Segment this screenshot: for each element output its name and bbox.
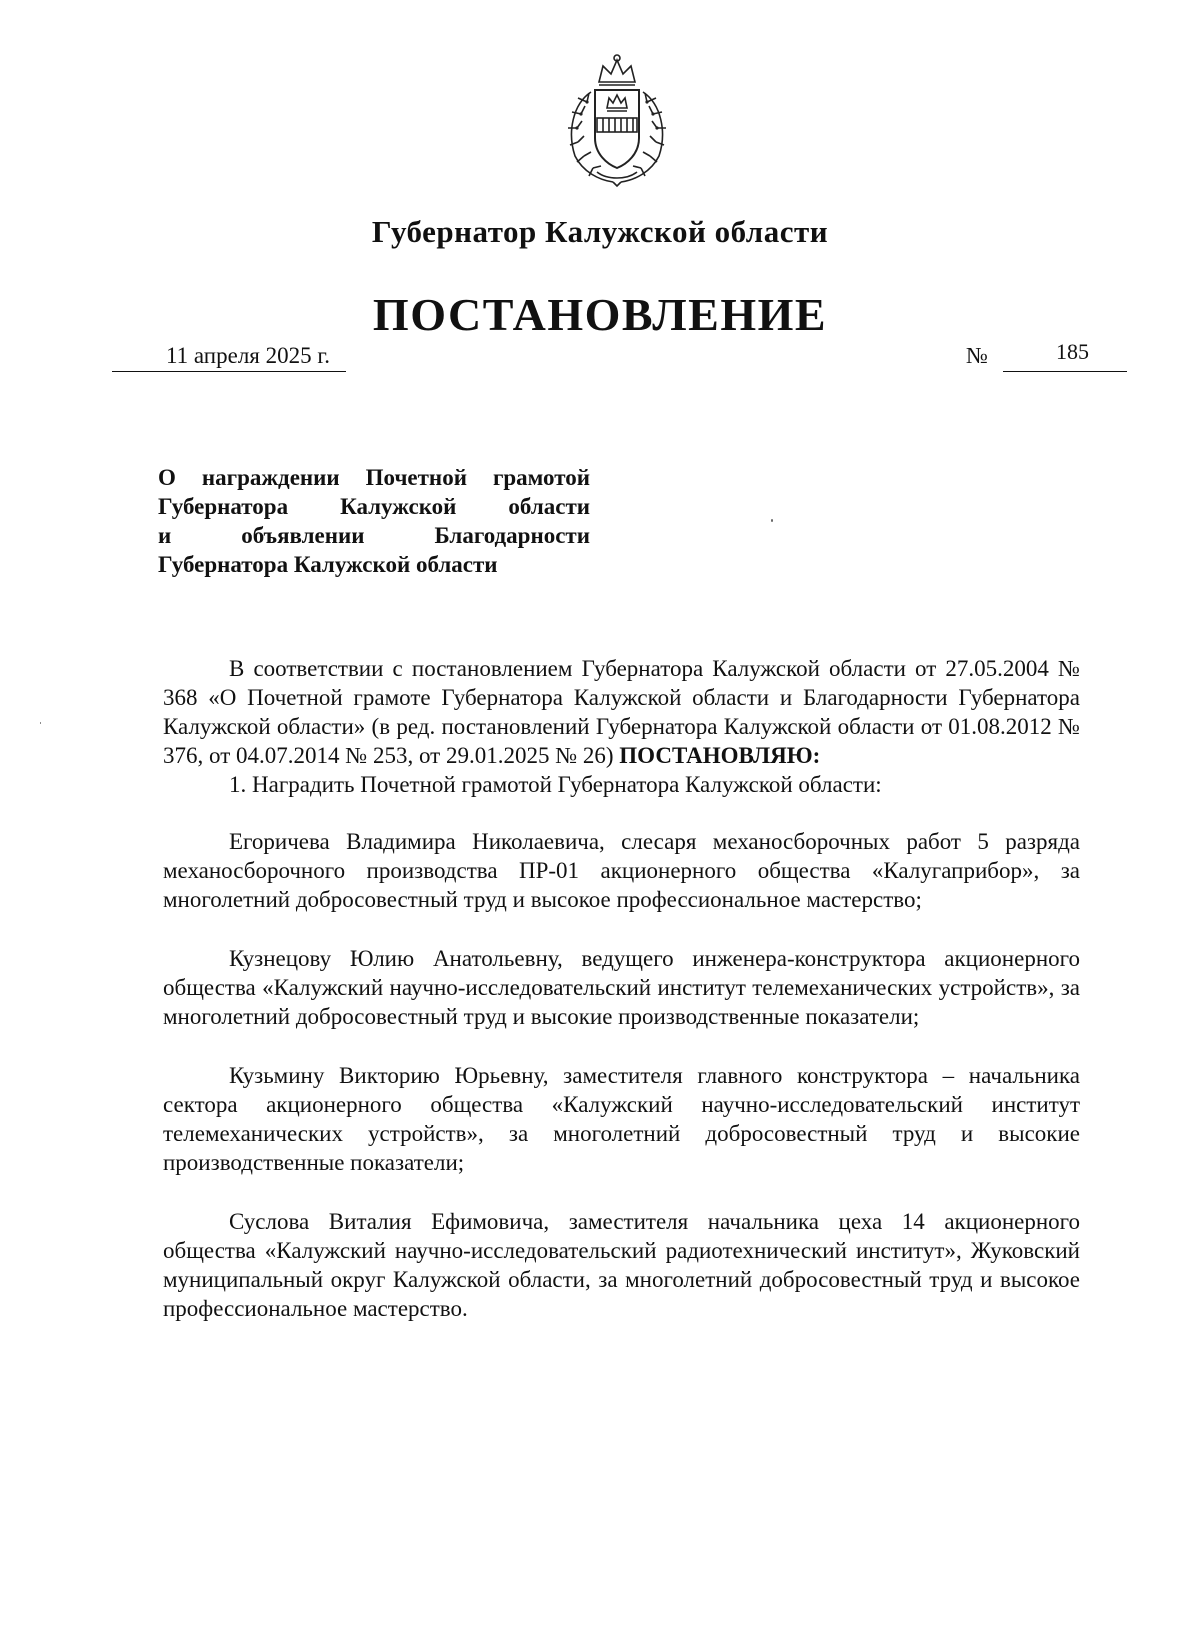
preamble-text: В соответствии с постановлением Губернатора Калужской области от 27.05.2004 № 368 «О Почетной грамоте Губернатора Калужской области и Благодарности Губернатора Калужской области» (в ред. постановлений Губернатора Калужской области от 01.08.2012 № 376, от 04.07.2014 № 253, от 29.01.2025 № 26)	[163, 656, 1080, 768]
document-date: 11 апреля 2025 г.	[166, 343, 330, 368]
issuing-authority-title: Губернатор Калужской области	[371, 214, 829, 249]
document-number: 185	[1056, 339, 1089, 364]
item-1-paragraph: 1. Наградить Почетной грамотой Губернатора Калужской области:	[229, 772, 882, 797]
subject-line: Губернатора Калужской области	[158, 494, 590, 519]
decree-word: ПОСТАНОВЛЯЮ:	[619, 743, 821, 768]
scan-speck	[40, 722, 41, 724]
awardee-paragraph: Егоричева Владимира Николаевича, слесаря механосборочных работ 5 разряда механосборочного производства ПР-01 акционерного общества «Калугаприбор», за многолетний добросовестный труд и высокое профессиональное мастерство;	[163, 829, 1080, 912]
document-type-title: ПОСТАНОВЛЕНИЕ	[372, 289, 828, 340]
preamble-paragraph	[163, 654, 1080, 770]
document-body	[163, 654, 1080, 1323]
subject-line: Губернатора Калужской области	[158, 552, 498, 577]
awardee-paragraph: Кузнецову Юлию Анатольевну, ведущего инженера-конструктора акционерного общества «Калужский научно-исследовательский институт телемеханических устройств», за многолетний добросовестный труд и высокие производственные показатели;	[163, 946, 1080, 1029]
coat-of-arms-emblem	[557, 52, 677, 188]
document-number-label: №	[966, 343, 988, 368]
scan-speck	[771, 519, 773, 522]
subject-line: и объявлении Благодарности	[158, 523, 590, 548]
awardee-paragraph: Суслова Виталия Ефимовича, заместителя начальника цеха 14 акционерного общества «Калужский научно-исследовательский радиотехнический институт», Жуковский муниципальный округ Калужской области, за многолетний добросовестный труд и высокое профессиональное мастерство.	[163, 1209, 1080, 1321]
subject-line: О награждении Почетной грамотой	[158, 465, 590, 490]
awardee-paragraph: Кузьмину Викторию Юрьевну, заместителя главного конструктора – начальника сектора акционерного общества «Калужский научно-исследовательский институт телемеханических устройств», за многолетний добросовестный труд и высокие производственные показатели;	[163, 1063, 1080, 1175]
document-subject	[158, 463, 590, 579]
